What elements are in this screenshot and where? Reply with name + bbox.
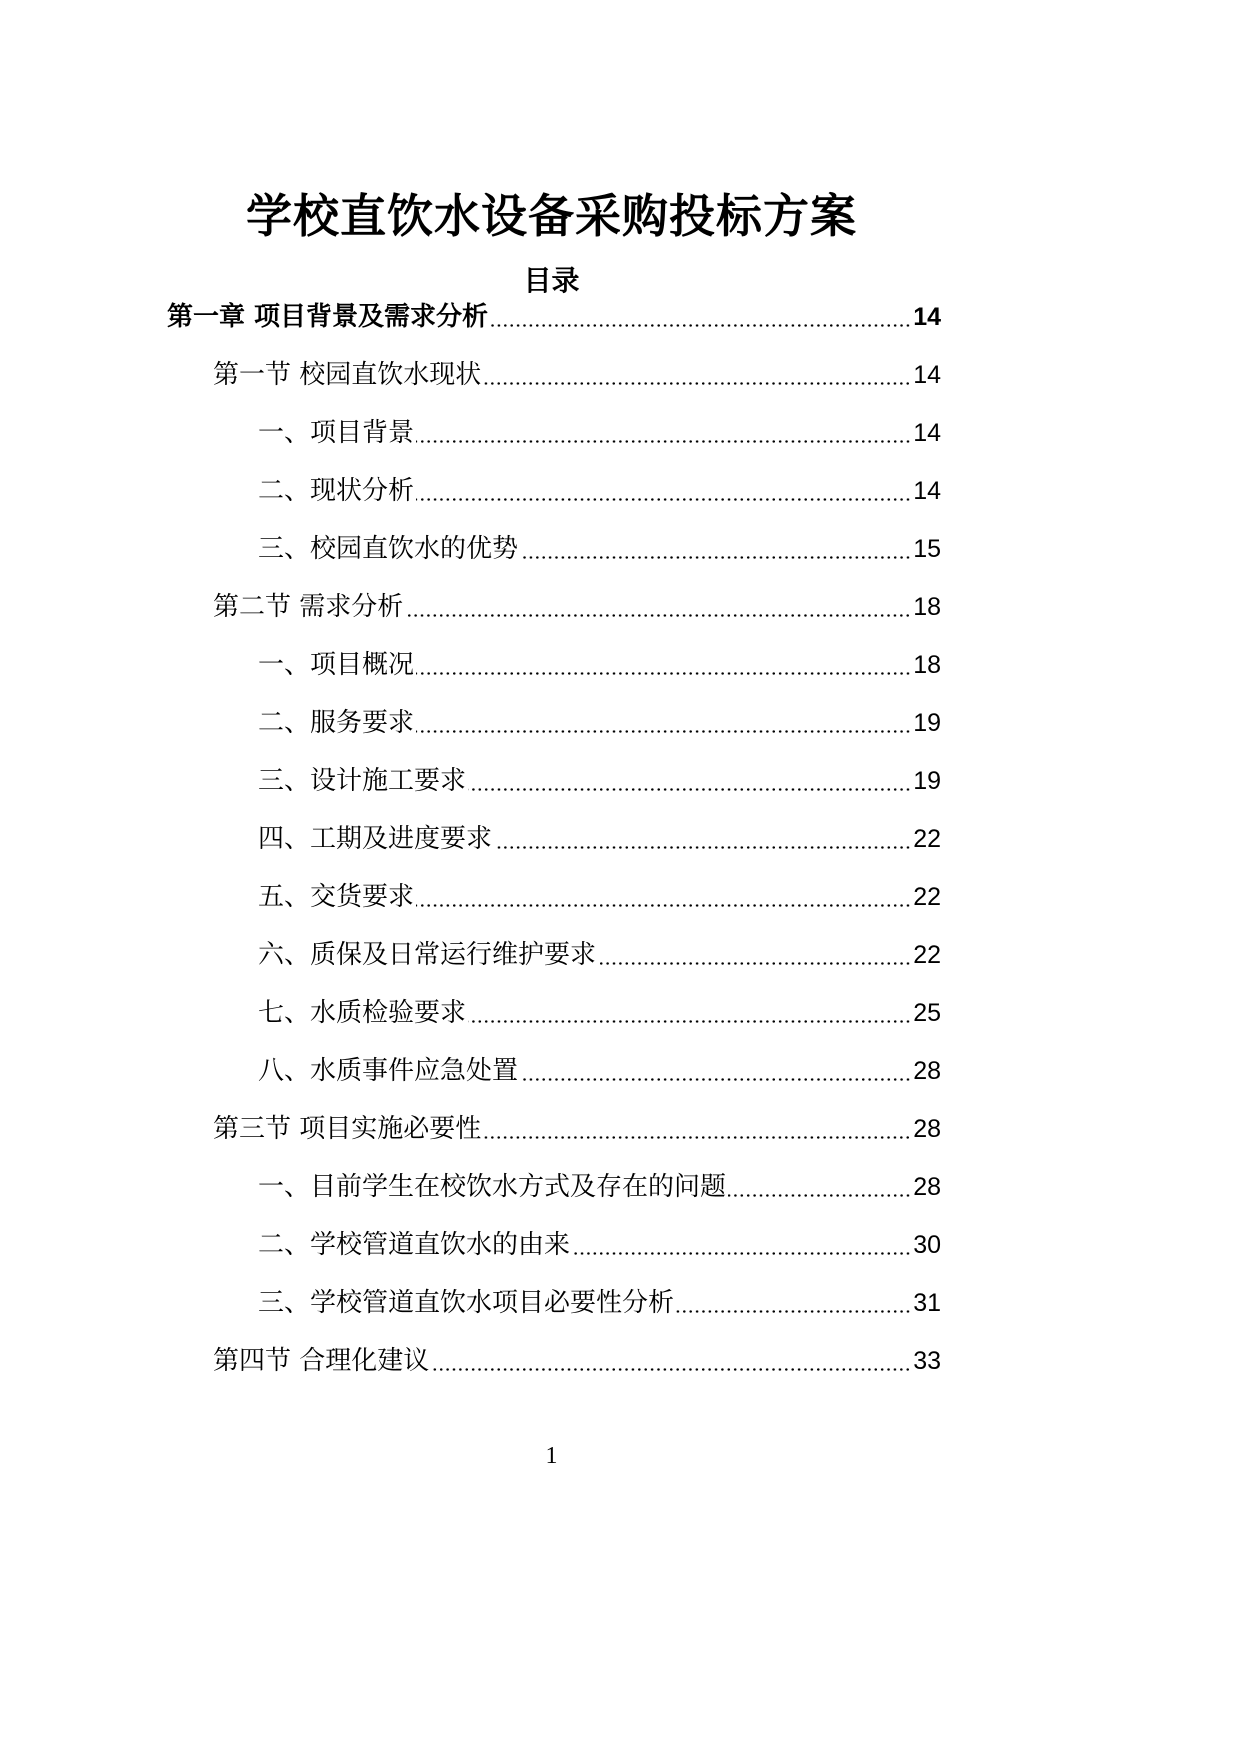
toc-entry-page: 14 — [913, 419, 941, 447]
toc-entry-item[interactable] — [258, 876, 941, 916]
toc-entry-page: 22 — [913, 941, 941, 969]
toc-entry-item[interactable] — [258, 818, 941, 858]
dot-leader — [483, 382, 911, 385]
toc-entry-item[interactable] — [258, 760, 941, 800]
dot-leader — [598, 962, 911, 965]
toc-heading: 目录 — [523, 264, 580, 298]
toc-entry-page: 30 — [913, 1231, 941, 1259]
dot-leader — [405, 614, 911, 617]
dot-leader — [490, 324, 911, 327]
toc-entry-page: 33 — [913, 1347, 941, 1375]
dot-leader — [520, 1078, 911, 1081]
toc-entry-title: 八、水质事件应急处置 — [258, 1056, 519, 1086]
dot-leader — [416, 498, 911, 501]
toc-entry-item[interactable] — [258, 470, 941, 510]
toc-entry-title: 七、水质检验要求 — [258, 998, 467, 1028]
toc-entry-page: 31 — [913, 1289, 941, 1317]
dot-leader — [416, 730, 911, 733]
toc-entry-title: 第四节 合理化建议 — [213, 1346, 430, 1376]
document-title: 学校直饮水设备采购投标方案 — [246, 188, 857, 243]
toc-entry-title: 二、现状分析 — [258, 476, 415, 506]
toc-entry-title: 一、目前学生在校饮水方式及存在的问题 — [258, 1172, 727, 1202]
dot-leader — [416, 672, 911, 675]
toc-entry-title: 四、工期及进度要求 — [258, 824, 493, 854]
toc-entry-page: 28 — [913, 1173, 941, 1201]
toc-entry-page: 15 — [913, 535, 941, 563]
toc-entry-page: 28 — [913, 1115, 941, 1143]
dot-leader — [468, 788, 911, 791]
toc-entry-item[interactable] — [258, 412, 941, 452]
toc-entry-title: 五、交货要求 — [258, 882, 415, 912]
toc-entry-page: 14 — [913, 477, 941, 505]
toc-entry-page: 19 — [913, 709, 941, 737]
toc-entry-item[interactable] — [258, 702, 941, 742]
toc-entry-title: 第三节 项目实施必要性 — [213, 1114, 482, 1144]
page-number: 1 — [545, 1443, 558, 1469]
dot-leader — [483, 1136, 911, 1139]
toc-entry-section-1-4[interactable] — [213, 1340, 941, 1380]
dot-leader — [416, 904, 911, 907]
dot-leader — [416, 440, 911, 443]
toc-entry-page: 18 — [913, 651, 941, 679]
toc-entry-section-1-2[interactable] — [213, 586, 941, 626]
dot-leader — [468, 1020, 911, 1023]
toc-entry-title: 三、学校管道直饮水项目必要性分析 — [258, 1288, 675, 1318]
toc-entry-chapter-1[interactable] — [167, 296, 941, 336]
toc-entry-item[interactable] — [258, 528, 941, 568]
toc-entry-item[interactable] — [258, 1282, 941, 1322]
toc-entry-title: 三、校园直饮水的优势 — [258, 534, 519, 564]
dot-leader — [676, 1310, 911, 1313]
toc-entry-page: 28 — [913, 1057, 941, 1085]
dot-leader — [520, 556, 911, 559]
dot-leader — [728, 1194, 911, 1197]
toc-entry-title: 一、项目背景 — [258, 418, 415, 448]
dot-leader — [572, 1252, 911, 1255]
toc-entry-item[interactable] — [258, 1224, 941, 1264]
toc-entry-title: 第二节 需求分析 — [213, 592, 404, 622]
toc-entry-title: 二、学校管道直饮水的由来 — [258, 1230, 571, 1260]
dot-leader — [494, 846, 911, 849]
toc-entry-title: 三、设计施工要求 — [258, 766, 467, 796]
toc-entry-section-1-3[interactable] — [213, 1108, 941, 1148]
toc-entry-section-1-1[interactable] — [213, 354, 941, 394]
toc-entry-page: 22 — [913, 883, 941, 911]
toc-entry-page: 22 — [913, 825, 941, 853]
toc-entry-title: 一、项目概况 — [258, 650, 415, 680]
toc-entry-title: 二、服务要求 — [258, 708, 415, 738]
toc-entry-page: 19 — [913, 767, 941, 795]
toc-entry-item[interactable] — [258, 1166, 941, 1206]
toc-entry-item[interactable] — [258, 992, 941, 1032]
toc-entry-item[interactable] — [258, 934, 941, 974]
toc-entry-title: 第一章 项目背景及需求分析 — [167, 302, 489, 332]
toc-entry-title: 第一节 校园直饮水现状 — [213, 360, 482, 390]
toc-entry-page: 14 — [913, 361, 941, 389]
toc-entry-page: 25 — [913, 999, 941, 1027]
dot-leader — [431, 1368, 911, 1371]
toc-entry-title: 六、质保及日常运行维护要求 — [258, 940, 597, 970]
toc-entry-item[interactable] — [258, 1050, 941, 1090]
toc-entry-page: 14 — [913, 303, 941, 331]
toc-entry-page: 18 — [913, 593, 941, 621]
toc-entry-item[interactable] — [258, 644, 941, 684]
